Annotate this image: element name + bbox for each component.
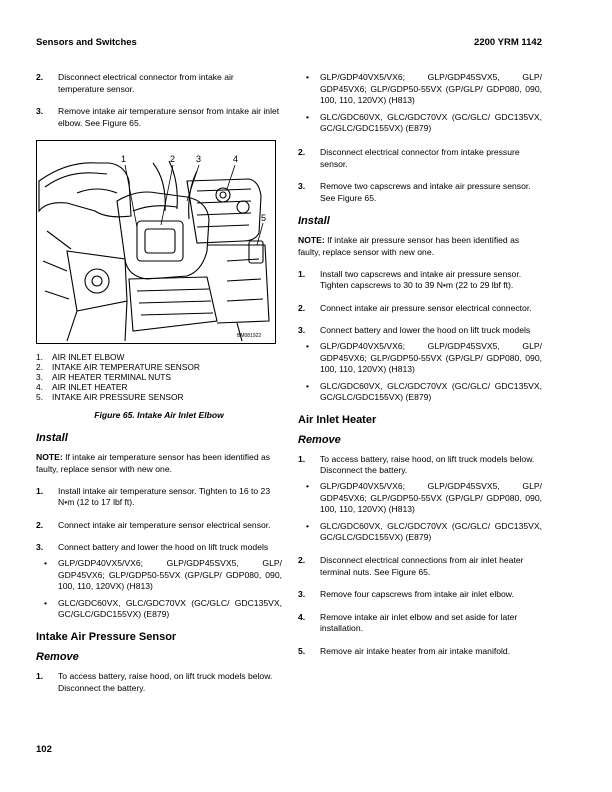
step-2: 2. Connect intake air temperature sensor electrical sensor. bbox=[36, 519, 271, 530]
model-bullet: • GLC/GDC60VX, GLC/GDC70VX (GC/GLC/ GDC135VX, GC/GLC/GDC155VX) (E879) bbox=[44, 597, 282, 620]
model-bullet: • GLC/GDC60VX, GLC/GDC70VX (GC/GLC/ GDC135VX, GC/GLC/GDC155VX) (E879) bbox=[306, 380, 542, 403]
step-1: 1. To access battery, raise hood, on lift truck models below. Disconnect the battery. bbox=[298, 453, 535, 476]
step-3: 3. Connect battery and lower the hood on lift truck models bbox=[298, 325, 531, 336]
model-bullet: • GLC/GDC60VX, GLC/GDC70VX (GC/GLC/ GDC135VX, GC/GLC/GDC155VX) (E879) bbox=[306, 111, 542, 134]
step-5: 5. Remove air intake heater from air intake manifold. bbox=[298, 646, 511, 656]
figure-caption: Figure 65. Intake Air Inlet Elbow bbox=[94, 410, 224, 421]
callout-5: 5 bbox=[261, 213, 267, 224]
figure-legend bbox=[36, 352, 282, 402]
remove-heading: Remove bbox=[298, 433, 341, 446]
step-3: 3. Remove two capscrews and intake air pressure sensor. See Figure 65. bbox=[298, 181, 531, 203]
left-column bbox=[36, 72, 282, 705]
install-note: NOTE: If intake air temperature sensor has been identified as faulty, replace sensor with new one. bbox=[36, 452, 271, 474]
legend-item: 2. INTAKE AIR TEMPERATURE SENSOR bbox=[36, 362, 200, 373]
remove-heading: Remove bbox=[36, 650, 79, 663]
install-note: NOTE: If intake air pressure sensor has been identified as faulty, replace sensor with new one. bbox=[298, 235, 520, 257]
engine-figure bbox=[36, 140, 276, 344]
callout-4: 4 bbox=[233, 154, 239, 165]
install-heading: Install bbox=[298, 215, 330, 228]
figure-id: BM081922 bbox=[237, 333, 262, 340]
model-bullet: • GLP/GDP40VX5/VX6; GLP/GDP45SVX5, GLP/ GDP45VX6; GLP/GDP50-55VX (GP/GLP/ GDP080, 090, 100, 110, 120VX) (H813) bbox=[306, 340, 542, 375]
step-3: 3. Connect battery and lower the hood on lift truck models bbox=[36, 542, 269, 553]
air-inlet-heater-heading: Air Inlet Heater bbox=[298, 413, 377, 426]
step-1: 1. Install two capscrews and intake air pressure sensor. Tighten capscrews to 30 to 39 N•m (22 to 29 lbf ft). bbox=[298, 268, 522, 291]
callout-3: 3 bbox=[196, 154, 202, 165]
legend-item: 5. INTAKE AIR PRESSURE SENSOR bbox=[36, 392, 184, 403]
step-2: 2. Disconnect electrical connector from intake pressure sensor. bbox=[298, 146, 520, 169]
install-heading: Install bbox=[36, 432, 68, 445]
legend-item: 4. AIR INLET HEATER bbox=[36, 382, 128, 393]
model-bullet: • GLP/GDP40VX5/VX6; GLP/GDP45SVX5, GLP/ GDP45VX6; GLP/GDP50-55VX (GP/GLP/ GDP080, 090, 100, 110, 120VX) (H813) bbox=[306, 481, 542, 515]
step-2: 2. Disconnect electrical connections from air inlet heater terminal nuts. See Figure 65. bbox=[298, 555, 524, 577]
header-section-title: Sensors and Switches bbox=[36, 37, 137, 48]
model-bullet: • GLP/GDP40VX5/VX6; GLP/GDP45SVX5, GLP/ GDP45VX6; GLP/GDP50-55VX (GP/GLP/ GDP080, 090, 100, 110, 120VX) (H813) bbox=[306, 72, 542, 106]
callout-1: 1 bbox=[121, 154, 127, 165]
step-1: 1. Install intake air temperature sensor. Tighten to 16 to 23 N•m (12 to 17 lbf ft). bbox=[36, 485, 271, 508]
pressure-sensor-heading: Intake Air Pressure Sensor bbox=[36, 630, 177, 643]
step-2: 2. Disconnect electrical connector from intake air temperature sensor. bbox=[36, 72, 234, 94]
model-bullet: • GLC/GDC60VX, GLC/GDC70VX (GC/GLC/ GDC135VX, GC/GLC/GDC155VX) (E879) bbox=[306, 520, 542, 543]
step-4: 4. Remove intake air inlet elbow and set aside for later installation. bbox=[298, 611, 518, 634]
legend-item: 3. AIR HEATER TERMINAL NUTS bbox=[36, 372, 171, 383]
step-3: 3. Remove four capscrews from intake air inlet elbow. bbox=[298, 589, 514, 600]
right-column bbox=[298, 72, 542, 669]
page-number: 102 bbox=[36, 744, 52, 755]
engine-illustration bbox=[37, 141, 275, 343]
legend-item: 1. AIR INLET ELBOW bbox=[36, 352, 125, 363]
model-bullet: • GLP/GDP40VX5/VX6; GLP/GDP45SVX5, GLP/ GDP45VX6; GLP/GDP50-55VX (GP/GLP/ GDP080, 090, 100, 110, 120VX) (H813) bbox=[44, 557, 282, 592]
step-3: 3. Remove intake air temperature sensor from intake air inlet elbow. See Figure 65. bbox=[36, 106, 280, 128]
callout-2: 2 bbox=[170, 154, 176, 165]
step-1: 1. To access battery, raise hood, on lift truck models below. Disconnect the battery. bbox=[36, 670, 273, 693]
header-doc-id: 2200 YRM 1142 bbox=[474, 37, 542, 48]
step-2: 2. Connect intake air pressure sensor electrical connector. bbox=[298, 302, 532, 313]
